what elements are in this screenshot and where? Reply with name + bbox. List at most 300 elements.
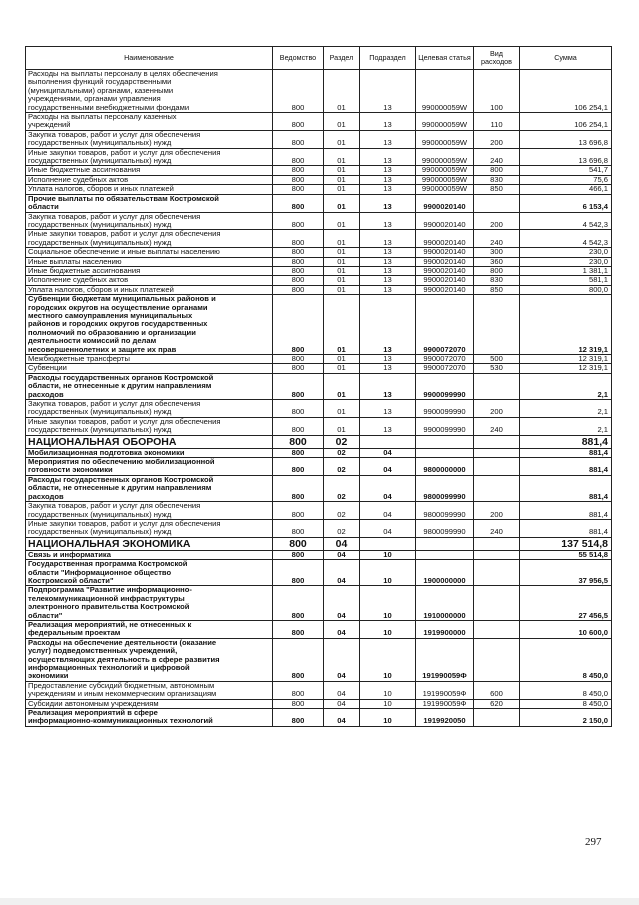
cell-department: 800 — [273, 285, 324, 294]
cell-section: 04 — [324, 681, 360, 699]
cell-section: 01 — [324, 285, 360, 294]
cell-expense-type — [474, 435, 520, 448]
cell-subsection: 13 — [360, 194, 416, 212]
row-name-line: области, не отнесенные к другим направлениям — [28, 483, 212, 493]
cell-subsection: 13 — [360, 212, 416, 230]
row-name — [26, 502, 273, 520]
row-name-line: Связь и информатика — [28, 550, 111, 559]
cell-subsection: 10 — [360, 681, 416, 699]
cell-department: 800 — [273, 620, 324, 638]
cell-subsection: 13 — [360, 185, 416, 194]
cell-department: 800 — [273, 502, 324, 520]
cell-amount: 2,1 — [520, 400, 612, 418]
cell-expense-type — [474, 194, 520, 212]
table-row — [26, 355, 612, 364]
row-name-line: Мероприятия по обеспечению мобилизационной — [28, 457, 215, 467]
table-row — [26, 130, 612, 148]
row-name-line: информационных технологий и цифровой — [28, 663, 190, 672]
cell-target-article: 9900099990 — [416, 417, 474, 435]
table-row — [26, 70, 612, 113]
row-name-line: Реализация мероприятий в сфере — [28, 708, 158, 718]
cell-amount: 466,1 — [520, 185, 612, 194]
row-name-line: Закупка товаров, работ и услуг для обеспечения — [28, 501, 201, 511]
cell-amount: 541,7 — [520, 166, 612, 175]
row-name-line: государственных (муниципальных) нужд — [28, 138, 172, 148]
table-row — [26, 113, 612, 131]
cell-expense-type: 200 — [474, 502, 520, 520]
cell-amount: 106 254,1 — [520, 113, 612, 131]
cell-target-article: 990000059W — [416, 148, 474, 166]
cell-target-article: 990000059W — [416, 185, 474, 194]
cell-department: 800 — [273, 276, 324, 285]
row-name-line: Иные закупки товаров, работ и услуг для обеспечения — [28, 229, 221, 239]
row-name-line: Межбюджетные трансферты — [28, 354, 130, 363]
row-name — [26, 248, 273, 257]
cell-department: 800 — [273, 166, 324, 175]
row-name — [26, 185, 273, 194]
cell-expense-type: 830 — [474, 276, 520, 285]
cell-target-article — [416, 435, 474, 448]
cell-subsection: 13 — [360, 166, 416, 175]
cell-section: 02 — [324, 458, 360, 476]
cell-section: 01 — [324, 248, 360, 257]
cell-target-article: 9800099990 — [416, 475, 474, 501]
row-name-line: государственных (муниципальных) нужд — [28, 156, 172, 166]
row-name — [26, 266, 273, 275]
cell-expense-type: 850 — [474, 285, 520, 294]
row-name-line: области, не отнесенные к другим направлениям — [28, 381, 212, 391]
table-row — [26, 417, 612, 435]
row-name-line: электронного правительства Костромской — [28, 602, 190, 612]
cell-amount: 881,4 — [520, 458, 612, 476]
row-name — [26, 194, 273, 212]
row-name-line: Иные закупки товаров, работ и услуг для обеспечения — [28, 519, 221, 528]
cell-section: 04 — [324, 638, 360, 681]
cell-subsection — [360, 435, 416, 448]
table-row — [26, 175, 612, 184]
cell-subsection: 13 — [360, 373, 416, 399]
table-header-row — [26, 47, 612, 70]
row-name — [26, 285, 273, 294]
cell-amount: 37 956,5 — [520, 560, 612, 586]
cell-target-article: 9900020140 — [416, 257, 474, 266]
row-name — [26, 230, 273, 248]
cell-department: 800 — [273, 560, 324, 586]
cell-expense-type — [474, 586, 520, 621]
cell-expense-type: 500 — [474, 355, 520, 364]
table-row — [26, 295, 612, 355]
row-name-line: Расходы государственных органов Костромской — [28, 373, 214, 382]
cell-target-article: 191990059Ф — [416, 681, 474, 699]
cell-target-article: 9900072070 — [416, 295, 474, 355]
cell-amount: 4 542,3 — [520, 230, 612, 248]
cell-expense-type: 620 — [474, 699, 520, 708]
cell-department: 800 — [273, 373, 324, 399]
cell-subsection: 13 — [360, 276, 416, 285]
cell-department: 800 — [273, 519, 324, 537]
cell-target-article: 1919900000 — [416, 620, 474, 638]
row-name-line: Уплата налогов, сборов и иных платежей — [28, 285, 174, 294]
row-name-line: Расходы на выплаты персоналу казенных — [28, 112, 177, 122]
table-row — [26, 194, 612, 212]
table-row — [26, 435, 612, 448]
row-name-line: Закупка товаров, работ и услуг для обеспечения — [28, 212, 201, 221]
cell-amount: 6 153,4 — [520, 194, 612, 212]
table-row — [26, 560, 612, 586]
row-name — [26, 620, 273, 638]
row-name — [26, 458, 273, 476]
cell-subsection: 10 — [360, 638, 416, 681]
cell-department: 800 — [273, 355, 324, 364]
cell-amount: 881,4 — [520, 519, 612, 537]
cell-target-article: 1919920050 — [416, 709, 474, 727]
row-name-line: Исполнение судебных актов — [28, 275, 129, 285]
cell-amount: 1 381,1 — [520, 266, 612, 275]
row-name-line: расходов — [28, 491, 64, 501]
cell-target-article: 9900020140 — [416, 248, 474, 257]
cell-expense-type: 800 — [474, 166, 520, 175]
cell-expense-type: 850 — [474, 185, 520, 194]
table-row — [26, 364, 612, 373]
cell-expense-type — [474, 560, 520, 586]
row-name-line: Исполнение судебных актов — [28, 175, 129, 184]
cell-section: 04 — [324, 586, 360, 621]
row-name-line: области — [28, 202, 59, 212]
cell-subsection: 13 — [360, 70, 416, 113]
row-name-line: несовершеннолетних и защите их прав — [28, 344, 177, 354]
cell-section: 01 — [324, 355, 360, 364]
cell-section: 01 — [324, 400, 360, 418]
cell-amount: 881,4 — [520, 475, 612, 501]
cell-subsection: 04 — [360, 475, 416, 501]
table-row — [26, 502, 612, 520]
cell-subsection: 13 — [360, 230, 416, 248]
table-row — [26, 681, 612, 699]
cell-expense-type: 830 — [474, 175, 520, 184]
cell-target-article: 9900020140 — [416, 285, 474, 294]
cell-department: 800 — [273, 175, 324, 184]
table-row — [26, 148, 612, 166]
cell-target-article: 9900020140 — [416, 230, 474, 248]
table-row — [26, 400, 612, 418]
table-row — [26, 373, 612, 399]
cell-amount: 2 150,0 — [520, 709, 612, 727]
cell-amount: 55 514,8 — [520, 550, 612, 559]
row-name — [26, 537, 273, 550]
cell-subsection: 10 — [360, 586, 416, 621]
cell-subsection: 10 — [360, 620, 416, 638]
cell-section: 01 — [324, 166, 360, 175]
row-name — [26, 550, 273, 559]
header-section: Раздел — [324, 47, 360, 70]
row-name-line: государственными внебюджетными фондами — [28, 102, 190, 112]
cell-department: 800 — [273, 194, 324, 212]
cell-amount: 10 600,0 — [520, 620, 612, 638]
row-name-line: Субвенции — [28, 363, 67, 373]
table-row — [26, 166, 612, 175]
header-name: Наименование — [26, 47, 273, 70]
cell-section: 01 — [324, 230, 360, 248]
cell-target-article: 1910000000 — [416, 586, 474, 621]
cell-subsection: 13 — [360, 285, 416, 294]
cell-target-article: 9900099990 — [416, 373, 474, 399]
cell-target-article — [416, 550, 474, 559]
cell-expense-type — [474, 373, 520, 399]
table-row — [26, 638, 612, 681]
cell-section: 02 — [324, 475, 360, 501]
cell-department: 800 — [273, 113, 324, 131]
cell-amount: 27 456,5 — [520, 586, 612, 621]
cell-department: 800 — [273, 586, 324, 621]
row-name-line: городских округов на осуществление органами — [28, 302, 208, 312]
cell-department: 800 — [273, 458, 324, 476]
cell-expense-type — [474, 448, 520, 457]
row-name-line: Иные закупки товаров, работ и услуг для обеспечения — [28, 417, 221, 426]
cell-subsection: 04 — [360, 458, 416, 476]
cell-department: 800 — [273, 681, 324, 699]
cell-target-article: 9800099990 — [416, 502, 474, 520]
cell-section: 02 — [324, 435, 360, 448]
row-name-line: услуг) подведомственных учреждений, — [28, 646, 178, 656]
cell-expense-type: 530 — [474, 364, 520, 373]
cell-section: 01 — [324, 373, 360, 399]
cell-subsection: 13 — [360, 257, 416, 266]
cell-section: 01 — [324, 212, 360, 230]
table-row — [26, 276, 612, 285]
row-name — [26, 276, 273, 285]
row-name-line: (муниципальными) органами, казенными — [28, 85, 174, 95]
cell-subsection: 13 — [360, 295, 416, 355]
table-row — [26, 620, 612, 638]
table-row — [26, 475, 612, 501]
row-name — [26, 435, 273, 448]
cell-target-article: 9900020140 — [416, 194, 474, 212]
row-name — [26, 638, 273, 681]
cell-expense-type — [474, 475, 520, 501]
cell-subsection: 13 — [360, 130, 416, 148]
cell-amount: 881,4 — [520, 502, 612, 520]
cell-amount: 8 450,0 — [520, 699, 612, 708]
cell-expense-type: 200 — [474, 130, 520, 148]
row-name-line: учреждениям и иным некоммерческим организациям — [28, 689, 217, 699]
cell-amount: 800,0 — [520, 285, 612, 294]
cell-section: 01 — [324, 266, 360, 275]
page-number: 297 — [585, 836, 602, 848]
cell-target-article: 9900020140 — [416, 266, 474, 275]
table-body — [26, 70, 612, 727]
cell-amount: 75,6 — [520, 175, 612, 184]
cell-target-article: 990000059W — [416, 175, 474, 184]
cell-department: 800 — [273, 295, 324, 355]
table-row — [26, 230, 612, 248]
row-name-line: государственных (муниципальных) нужд — [28, 237, 172, 247]
cell-department: 800 — [273, 699, 324, 708]
row-name-line: области "Информационное общество — [28, 567, 172, 577]
header-department: Ведомство — [273, 47, 324, 70]
row-name-line: Иные выплаты населению — [28, 257, 122, 266]
cell-section: 02 — [324, 502, 360, 520]
cell-amount: 13 696,8 — [520, 130, 612, 148]
header-expense-type: Вид расходов — [474, 47, 520, 70]
row-name-line: осуществляющих деятельность в сфере развития — [28, 654, 220, 664]
cell-expense-type — [474, 638, 520, 681]
cell-department: 800 — [273, 130, 324, 148]
cell-target-article: 9900099990 — [416, 400, 474, 418]
cell-amount: 881,4 — [520, 435, 612, 448]
cell-subsection: 13 — [360, 175, 416, 184]
cell-target-article: 9900020140 — [416, 276, 474, 285]
cell-amount: 13 696,8 — [520, 148, 612, 166]
cell-subsection: 04 — [360, 502, 416, 520]
cell-subsection: 10 — [360, 709, 416, 727]
budget-table — [25, 46, 612, 727]
table-row — [26, 248, 612, 257]
cell-department: 800 — [273, 638, 324, 681]
cell-expense-type — [474, 620, 520, 638]
cell-amount: 230,0 — [520, 248, 612, 257]
cell-expense-type: 360 — [474, 257, 520, 266]
row-name-line: федеральным проектам — [28, 628, 121, 638]
cell-target-article: 191990059Ф — [416, 699, 474, 708]
row-name-line: Реализация мероприятий, не отнесенных к — [28, 620, 192, 629]
cell-expense-type — [474, 458, 520, 476]
row-name — [26, 400, 273, 418]
cell-section: 04 — [324, 709, 360, 727]
cell-section: 01 — [324, 148, 360, 166]
row-name-line: государственных (муниципальных) нужд — [28, 219, 172, 229]
row-name — [26, 113, 273, 131]
cell-section: 01 — [324, 257, 360, 266]
cell-subsection: 13 — [360, 417, 416, 435]
row-name — [26, 166, 273, 175]
cell-expense-type — [474, 537, 520, 550]
scan-bottom-edge — [0, 898, 639, 905]
row-name — [26, 586, 273, 621]
cell-target-article — [416, 448, 474, 457]
cell-target-article: 9800099990 — [416, 519, 474, 537]
row-name-line: государственных (муниципальных) нужд — [28, 509, 172, 519]
cell-subsection — [360, 537, 416, 550]
row-name — [26, 148, 273, 166]
row-name-line: выполнения функций государственными — [28, 77, 172, 87]
cell-section: 01 — [324, 276, 360, 285]
cell-section: 04 — [324, 550, 360, 559]
header-amount: Сумма — [520, 47, 612, 70]
cell-department: 800 — [273, 148, 324, 166]
cell-section: 04 — [324, 560, 360, 586]
row-name — [26, 417, 273, 435]
row-name-line: Расходы на обеспечение деятельности (оказание — [28, 638, 217, 647]
table-row — [26, 537, 612, 550]
cell-department: 800 — [273, 266, 324, 275]
row-name-line: учреждений — [28, 120, 71, 130]
row-name — [26, 519, 273, 537]
cell-section: 04 — [324, 699, 360, 708]
cell-amount: 581,1 — [520, 276, 612, 285]
cell-subsection: 13 — [360, 248, 416, 257]
cell-department: 800 — [273, 475, 324, 501]
row-name — [26, 560, 273, 586]
row-name-line: Прочие выплаты по обязательствам Костромской — [28, 194, 219, 203]
cell-amount: 12 319,1 — [520, 355, 612, 364]
cell-expense-type: 240 — [474, 230, 520, 248]
row-name-line: Иные бюджетные ассигнования — [28, 165, 141, 175]
cell-expense-type: 240 — [474, 148, 520, 166]
cell-expense-type: 240 — [474, 519, 520, 537]
cell-department: 800 — [273, 417, 324, 435]
row-name-line: Иные закупки товаров, работ и услуг для обеспечения — [28, 148, 221, 157]
cell-section: 01 — [324, 130, 360, 148]
header-target-article: Целевая статья — [416, 47, 474, 70]
cell-department: 800 — [273, 537, 324, 550]
cell-expense-type: 600 — [474, 681, 520, 699]
cell-subsection: 10 — [360, 550, 416, 559]
cell-amount: 2,1 — [520, 417, 612, 435]
header-subsection: Подраздел — [360, 47, 416, 70]
row-name — [26, 681, 273, 699]
cell-expense-type — [474, 709, 520, 727]
cell-department: 800 — [273, 435, 324, 448]
cell-subsection: 13 — [360, 364, 416, 373]
cell-amount: 2,1 — [520, 373, 612, 399]
row-name-line: государственных (муниципальных) нужд — [28, 425, 172, 435]
row-name-line: государственных (муниципальных) нужд — [28, 527, 172, 537]
row-name-line: готовности экономики — [28, 465, 113, 475]
table-row — [26, 699, 612, 708]
row-name-line: районов и городских округов государственных — [28, 319, 208, 329]
cell-target-article — [416, 537, 474, 550]
table-row — [26, 519, 612, 537]
cell-target-article: 1900000000 — [416, 560, 474, 586]
cell-amount: 8 450,0 — [520, 681, 612, 699]
table-row — [26, 586, 612, 621]
cell-department: 800 — [273, 230, 324, 248]
cell-expense-type: 800 — [474, 266, 520, 275]
row-name-line: Субсидии автономным учреждениям — [28, 699, 159, 708]
cell-department: 800 — [273, 212, 324, 230]
cell-amount: 106 254,1 — [520, 70, 612, 113]
row-name-line: Расходы на выплаты персоналу в целях обеспечения — [28, 69, 218, 78]
cell-subsection: 13 — [360, 113, 416, 131]
cell-section: 01 — [324, 417, 360, 435]
row-name-line: Государственная программа Костромской — [28, 559, 188, 569]
row-name-line: Закупка товаров, работ и услуг для обеспечения — [28, 399, 201, 409]
cell-target-article: 9900020140 — [416, 212, 474, 230]
row-name-line: НАЦИОНАЛЬНАЯ ЭКОНОМИКА — [28, 537, 191, 550]
row-name-line: государственных (муниципальных) нужд — [28, 407, 172, 417]
row-name-line: Расходы государственных органов Костромской — [28, 475, 214, 484]
row-name — [26, 212, 273, 230]
cell-expense-type — [474, 295, 520, 355]
cell-department: 800 — [273, 364, 324, 373]
cell-amount: 12 319,1 — [520, 364, 612, 373]
row-name-line: области" — [28, 610, 63, 620]
row-name-line: расходов — [28, 389, 64, 399]
cell-department: 800 — [273, 709, 324, 727]
cell-subsection: 04 — [360, 448, 416, 457]
cell-expense-type: 110 — [474, 113, 520, 131]
cell-subsection: 13 — [360, 266, 416, 275]
cell-expense-type: 200 — [474, 400, 520, 418]
table-row — [26, 212, 612, 230]
cell-expense-type: 240 — [474, 417, 520, 435]
cell-subsection: 10 — [360, 560, 416, 586]
cell-target-article: 191990059Ф — [416, 638, 474, 681]
table-row — [26, 458, 612, 476]
row-name — [26, 475, 273, 501]
row-name — [26, 257, 273, 266]
cell-target-article: 9900072070 — [416, 364, 474, 373]
